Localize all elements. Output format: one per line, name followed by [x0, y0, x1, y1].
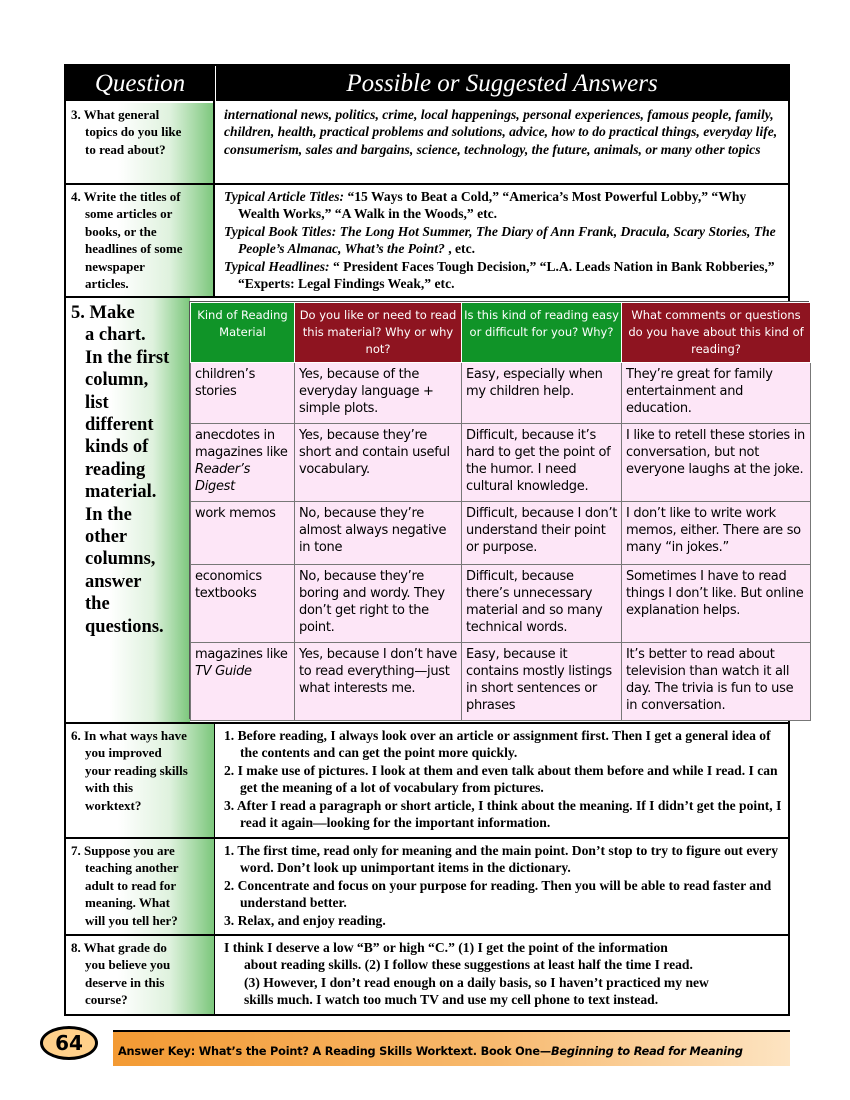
answer-3: international news, politics, crime, local happenings, personal experiences, famous people, family, children, health, practical problems and solutions, advice, how to do practical things, everyday life, consumerism, sales and bargains, science, technology, the future, animals, or many other topics	[224, 107, 778, 157]
question-column-header: Question	[94, 70, 186, 97]
answer-6: 1. Before reading, I always look over an article or assignment first. Then I get a general idea of the contents and can get the point more quickly. 2. I make use of pictures. I look at them and even talk about them before and while I read. I can get the meaning of a lot of vocabulary from pictures. 3. After I read a paragraph or short article, I think about the meaning. If I didn’t get the point, I read it again—looking for the important information.	[224, 728, 782, 831]
answer-7: 1. The first time, read only for meaning and the main point. Don’t stop to try to figure out every word. Don’t look up unimportant items in the dictionary. 2. Concentrate and focus on your purpose for reading. Then you will be able to read faster and understand better. 3. Relax, and enjoy reading.	[224, 843, 779, 928]
question-6: 6. In what ways have you improved your reading skills with this worktext?	[66, 724, 214, 837]
page-number: 64	[40, 1026, 98, 1060]
chart-header-row	[191, 303, 811, 363]
article-titles-label: Typical Article Titles:	[224, 189, 345, 204]
chart-header-comments: What comments or questions do you have about this kind of reading?	[622, 303, 811, 363]
chart-row: economics textbooks No, because they’re boring and wordy. They don’t get right to the point. Difficult, because there’s unnecessary material and so many technical words. Sometimes I have to read things I don’t like. But online explanation helps.	[191, 565, 811, 643]
chart-row: anecdotes in magazines like Reader’s Digest Yes, because they’re short and contain useful vocabulary. Difficult, because it’s hard to get the point of the humor. I need cultural knowledge. I like to retell these stories in conversation, but not everyone laughs at the joke.	[191, 424, 811, 502]
question-3: 3. What general topics do you like to read about?	[66, 103, 214, 183]
table-header	[66, 66, 788, 101]
chart-row: children’s stories Yes, because of the everyday language + simple plots. Easy, especially when my children help. They’re great for family entertainment and education.	[191, 363, 811, 424]
reading-material-chart	[189, 301, 809, 719]
answer-8: I think I deserve a low “B” or high “C.” (1) I get the point of the information about reading skills. (2) I follow these suggestions at least half the time I read. (3) However, I don’t read enough on a daily basis, so I haven’t practiced my new skills much. I watch too much TV and use my cell phone to text instead.	[224, 940, 709, 1008]
chart-header-ease: Is this kind of reading easy or difficult for you? Why?	[462, 303, 622, 363]
chart-row: magazines like TV Guide Yes, because I don’t have to read everything—just what interests me. Easy, because it contains mostly listings in short sentences or phrases It’s better to read about television than watch it all day. The trivia is fun to use in conversation.	[191, 643, 811, 721]
question-4: 4. Write the titles of some articles or books, or the headlines of some newspaper articles.	[66, 185, 214, 296]
footer-subtitle: Beginning to Read for Meaning	[550, 1045, 743, 1058]
answers-column-header: Possible or Suggested Answers	[346, 70, 658, 97]
chart-header-kind: Kind of Reading Material	[191, 303, 295, 363]
chart-row: work memos No, because they’re almost always negative in tone Difficult, because I don’t understand their point or purpose. I don’t like to write work memos, either. There are so many “in jokes.”	[191, 502, 811, 565]
article-titles: “15 Ways to Beat a Cold,” “America’s Most Powerful Lobby,” “Why Wealth Works,” “A Walk in the Woods,” etc.	[238, 189, 747, 222]
chart-header-like: Do you like or need to read this material? Why or why not?	[295, 303, 462, 363]
question-5: 5. Make a chart. In the first column, list different kinds of reading material. In the other columns, answer the questions.	[66, 298, 190, 723]
question-8: 8. What grade do you believe you deserve in this course?	[66, 936, 214, 1014]
footer-title: Answer Key: What’s the Point? A Reading Skills Worktext. Book One—Beginning to Read for Meaning	[118, 1045, 743, 1058]
book-titles: Typical Book Titles: The Long Hot Summer, The Diary of Ann Frank, Dracula, Scary Stories, The People’s Almanac, What’s the Point?	[224, 223, 776, 257]
headlines: “ President Faces Tough Decision,” “L.A. Leads Nation in Bank Robberies,” “Experts: Legal Findings Weak,” etc.	[238, 258, 775, 292]
answer-4: Typical Article Titles: “15 Ways to Beat a Cold,” “America’s Most Powerful Lobby,” “Why Wealth Works,” “A Walk in the Woods,” etc. Typical Book Titles: The Long Hot Summer, The Diary of Ann Frank, Dracula, Scary Stories, The People’s Almanac, What’s the Point? , etc. Typical Headlines: “ President Faces Tough Decision,” “L.A. Leads Nation in Bank Robberies,” “Experts: Legal Findings Weak,” etc.	[224, 189, 776, 292]
question-7: 7. Suppose you are teaching another adult to read for meaning. What will you tell her?	[66, 839, 214, 934]
headlines-label: Typical Headlines:	[224, 258, 330, 274]
